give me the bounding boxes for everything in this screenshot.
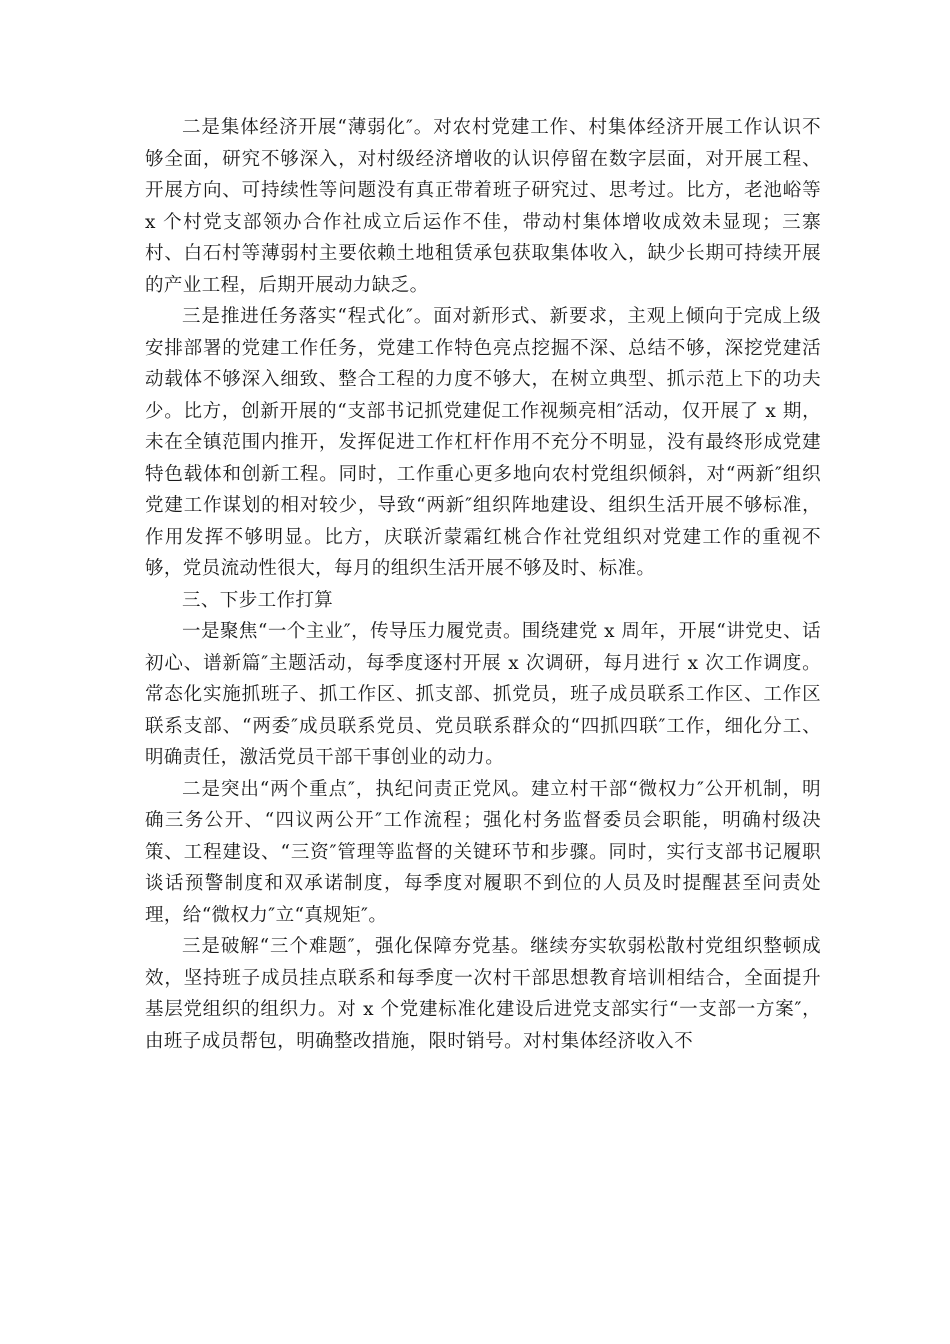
paragraph-plan-one: 一是聚焦“一个主业″，传导压力履党责。围绕建党 x 周年，开展“讲党史、话初心、谱新篇″主题活动，每季度逐村开展 x 次调研，每月进行 x 次工作调度。常态化实施抓班子、抓工作区、抓支部、抓党员，班子成员联系工作区、工作区联系支部、“两委″成员联系党员、党员联系群众的“四抓四联″工作，细化分工、明确责任，激活党员干部干事创业的动力。 — [145, 621, 821, 768]
section-heading: 三、下步工作打算 — [182, 589, 334, 611]
document-body — [145, 112, 821, 1057]
paragraph-plan-two: 二是突出“两个重点″，执纪问责正党风。建立村干部“微权力″公开机制，明确三务公开、“四议两公开″工作流程；强化村务监督委员会职能，明确村级决策、工程建设、“三资″管理等监督的关键环节和步骤。同时，实行支部书记履职谈话预警制度和双承诺制度，每季度对履职不到位的人员及时提醒甚至问责处理，给“微权力″立“真规矩″。 — [145, 778, 821, 926]
paragraph-task-implementation: 三是推进任务落实“程式化″。面对新形式、新要求，主观上倾向于完成上级安排部署的党建工作任务，党建工作特色亮点挖掘不深、总结不够，深挖党建活动载体不够深入细致、整合工程的力度不够大，在树立典型、抓示范上下的功夫少。比方，创新开展的“支部书记抓党建促工作视频亮相″活动，仅开展了 x 期，未在全镇范围内推开，发挥促进工作杠杆作用不充分不明显，没有最终形成党建特色载体和创新工程。同时，工作重心更多地向农村党组织倾斜，对“两新″组织党建工作谋划的相对较少，导致“两新″组织阵地建设、组织生活开展不够标准，作用发挥不够明显。比方，庆联沂蒙霜红桃合作社党组织对党建工作的重视不够，党员流动性很大，每月的组织生活开展不够及时、标准。 — [145, 306, 821, 579]
paragraph-plan-three: 三是破解“三个难题″，强化保障夯党基。继续夯实软弱松散村党组织整顿成效，坚持班子成员挂点联系和每季度一次村干部思想教育培训相结合，全面提升基层党组织的组织力。对 x 个党建标准化建设后进党支部实行“一支部一方案″，由班子成员帮包，明确整改措施，限时销号。对村集体经济收入不 — [145, 936, 821, 1052]
paragraph-collective-economy: 二是集体经济开展“薄弱化″。对农村党建工作、村集体经济开展工作认识不够全面，研究不够深入，对村级经济增收的认识停留在数字层面，对开展工程、开展方向、可持续性等问题没有真正带着班子研究过、思考过。比方，老池峪等 x 个村党支部领办合作社成立后运作不佳，带动村集体增收成效未显现；三寨村、白石村等薄弱村主要依赖土地租赁承包获取集体收入，缺少长期可持续开展的产业工程，后期开展动力缺乏。 — [145, 117, 821, 296]
